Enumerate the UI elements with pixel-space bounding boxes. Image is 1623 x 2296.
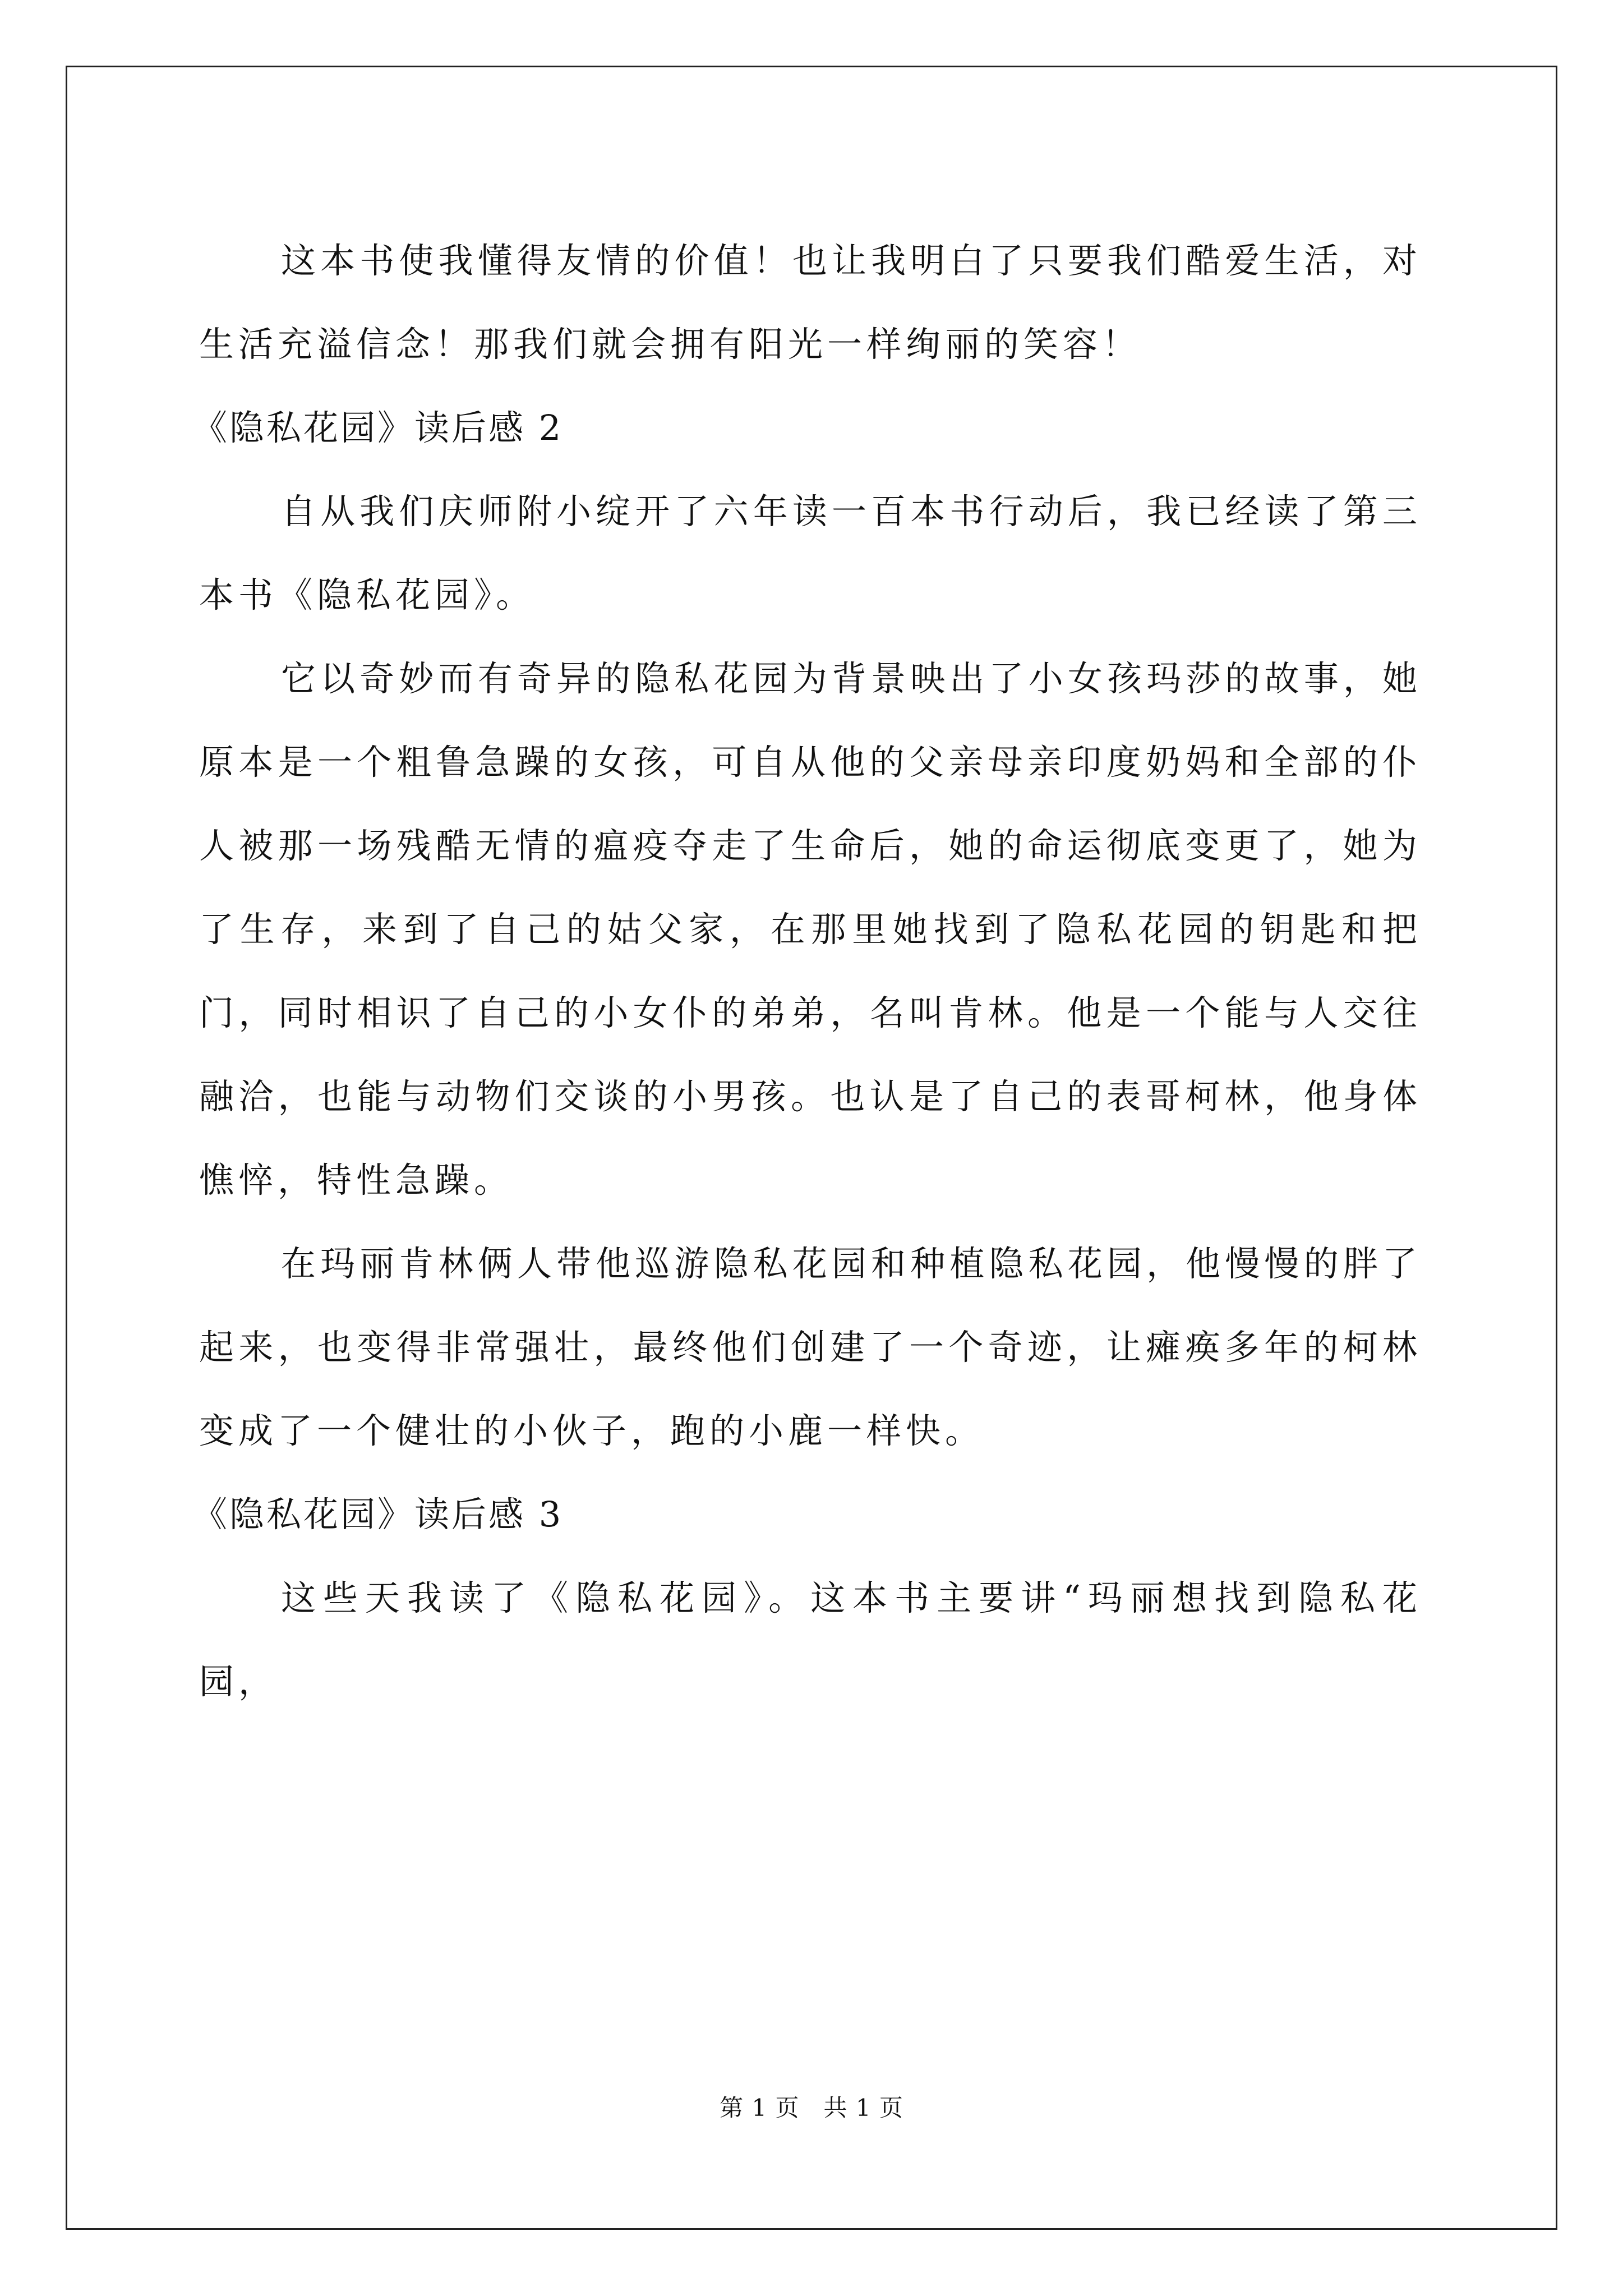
- page-footer: 第 1 页 共 1 页: [720, 2094, 903, 2122]
- paragraph: 在玛丽肯林俩人带他巡游隐私花园和种植隐私花园，他慢慢的胖了起来，也变得非常强壮，最终他们创建了一个奇迹，让瘫痪多年的柯林变成了一个健壮的小伙子，跑的小鹿一样快。: [199, 1243, 1422, 1451]
- document-body: [192, 219, 1422, 1723]
- paragraph: 它以奇妙而有奇异的隐私花园为背景映出了小女孩玛莎的故事，她原本是一个粗鲁急躁的女孩，可自从他的父亲母亲印度奶妈和全部的仆人被那一场残酷无情的瘟疫夺走了生命后，她的命运彻底变更了，她为了生存，来到了自己的姑父家，在那里她找到了隐私花园的钥匙和把门，同时相识了自己的小女仆的弟弟，名叫肯林。他是一个能与人交往融洽，也能与动物们交谈的小男孩。也认是了自己的表哥柯林，他身体憔悴，特性急躁。: [199, 658, 1422, 1200]
- paragraph: 自从我们庆师附小绽开了六年读一百本书行动后，我已经读了第三本书《隐私花园》。: [199, 491, 1422, 615]
- section-heading: 《隐私花园》读后感 3: [192, 1494, 564, 1535]
- paragraph: 这些天我读了《隐私花园》。这本书主要讲“玛丽想找到隐私花园，: [199, 1577, 1422, 1702]
- section-heading: 《隐私花园》读后感 2: [192, 407, 564, 448]
- paragraph: 这本书使我懂得友情的价值！也让我明白了只要我们酷爱生活，对生活充溢信念！那我们就会拥有阳光一样绚丽的笑容！: [199, 240, 1422, 365]
